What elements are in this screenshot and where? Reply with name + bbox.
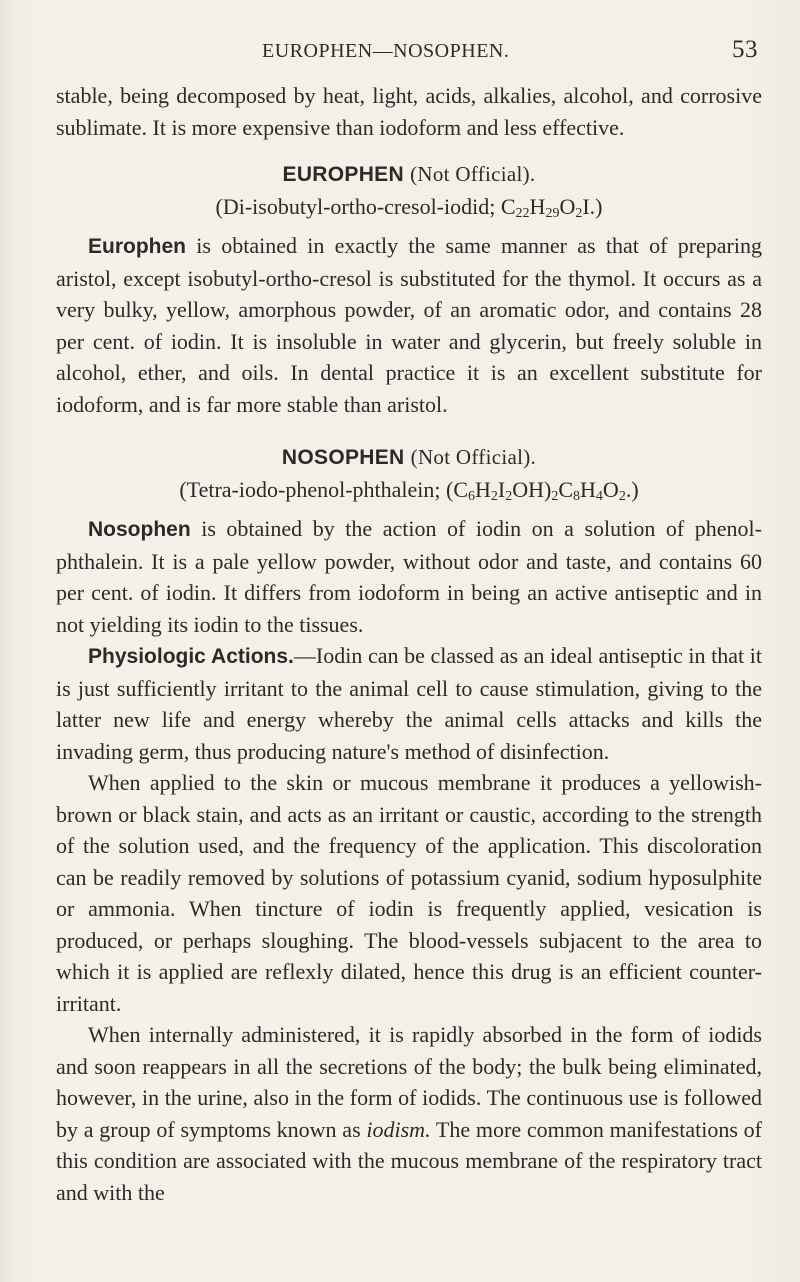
internal-paragraph: [56, 1019, 762, 1208]
page-body: [56, 80, 762, 1208]
europhen-subtitle: [56, 191, 762, 223]
nosophen-heading-status: (Not Official).: [410, 445, 537, 469]
europhen-lead: Europhen: [88, 235, 186, 258]
page-number: 53: [732, 36, 758, 63]
nosophen-heading-name: NOSOPHEN: [281, 446, 405, 469]
europhen-heading-status: (Not Official).: [410, 162, 536, 186]
physiologic-text: —Iodin can be classed as an ideal antiseptic in that it is just sufficiently irritant to the animal cell to cause stimulation, giving to the latter new life and energy whereby the animal cells attacks and kills the invading germ, thus producing nature's method of disinfection.: [56, 643, 762, 764]
europhen-heading-name: EUROPHEN: [282, 163, 404, 186]
nosophen-heading: [56, 442, 762, 474]
europhen-formula: $C_{22}H_{29}O_2I$.): [500, 193, 603, 221]
nosophen-formula: $(C_6H_2I_2OH)_2C_8H_4O_2$.): [446, 476, 639, 504]
page-header: [56, 36, 758, 70]
europhen-chemical-name: (Di-isobutyl-ortho-cresol-iodid;: [215, 193, 501, 219]
nosophen-paragraph: [56, 513, 762, 640]
nosophen-lead: Nosophen: [88, 518, 191, 541]
nosophen-chemical-name: (Tetra-iodo-phenol-phthalein;: [179, 476, 447, 502]
nosophen-subtitle: [56, 474, 762, 506]
skin-paragraph: When applied to the skin or mucous membrane it produces a yellowish-brown or black stain, and acts as an irritant or caustic, according to the strength of the solution used, and the frequency of the application. This discoloration can be readily removed by solutions of potassium cyanid, sodium hyposulphite or ammonia. When tincture of iodin is frequently applied, vesication is produced, or perhaps sloughing. The blood-vessels subjacent to the area to which it is applied are reflexly dilated, hence this drug is an efficient counter-irritant.: [56, 770, 762, 1016]
physiologic-paragraph: [56, 640, 762, 767]
internal-text-before: When internally administered, it is rapidly absorbed in the form of iodids and soon reappears in all the secretions of the body; the bulk being eliminated, however, in the urine, also in the form of iodids. The continuous use is followed by a group of symptoms known as: [56, 1022, 762, 1142]
physiologic-lead: Physiologic Actions.: [88, 645, 294, 668]
intro-paragraph: stable, being decomposed by heat, light, acids, alkalies, alcohol, and corrosive sublimate. It is more expensive than iodoform and less effective.: [56, 83, 762, 140]
europhen-paragraph: [56, 230, 762, 420]
running-title: EUROPHEN—NOSOPHEN.: [262, 40, 510, 62]
iodism-term: iodism.: [366, 1116, 431, 1142]
nosophen-text: is obtained by the action of iodin on a solution of phenol-phthalein. It is a pale yellow powder, without odor and taste, and contains 60 per cent. of iodin. It differs from iodoform in being an active antiseptic and in not yielding its iodin to the tissues.: [56, 516, 762, 637]
europhen-text: is obtained in exactly the same manner as that of preparing aristol, except isobutyl-ortho-cresol is substituted for the thymol. It occurs as a very bulky, yellow, amorphous powder, of an aromatic odor, and contains 28 per cent. of iodin. It is insoluble in water and glycerin, but freely soluble in alcohol, ether, and oils. In dental practice it is an excellent substitute for iodoform, and is far more stable than aristol.: [56, 233, 762, 417]
europhen-heading: [56, 159, 762, 191]
internal-text-after: The more common manifestations of this condition are associated with the mucous membrane of the respiratory tract and with the: [56, 1116, 762, 1205]
